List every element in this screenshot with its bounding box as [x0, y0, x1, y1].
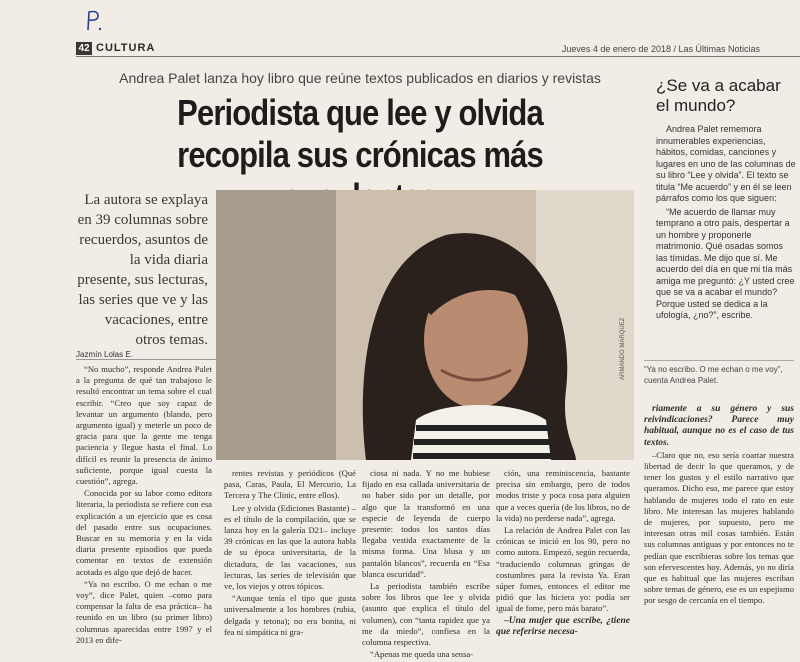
article-paragraph: ción, una reminiscencia, bastante precisa sin embargo, pero de todos modos triste y poca cosa para alguien que a veces quería (de los libros, no de la vida) no perderse nada”, agrega. [496, 468, 630, 523]
deck: La autora se explaya en 39 columnas sobre recuerdos, asuntos de la vida diaria presente, sus lecturas, las series que ve y las vacaciones, entre otros temas. [77, 192, 208, 348]
article-paragraph: La periodista también escribe sobre los libros que lee y olvida (asunto que explica el título del volumen), con “tanta rapidez que ya me da miedo”, confiesa en la columna respectiva. [362, 581, 490, 648]
photo-credit: ARMANDO MARQUEZ [620, 317, 626, 380]
sidebar-title: ¿Se va a acabar el mundo? [656, 76, 781, 115]
article-paragraph: “Ya no escribo. O me echan o me voy”, dice Palet, quien –como para compensar la falta de esa práctica– ha reunido en un libro (su primer libro) columnas aparecidas entre 1997 y el 2013 en dife- [76, 578, 212, 645]
article-paragraph: “Apenas me queda una sensa- [370, 649, 474, 660]
interview-question: riamente a su género y sus reivindicaciones? Parece muy habitual, aunque no es el caso de tus textos. [644, 404, 794, 448]
article-column-1 [76, 364, 212, 647]
sidebar-paragraph: Andrea Palet rememora innumerables experiencias, hábitos, comidas, canciones y lugares en uno de las columnas de su libro “Lee y olvida”. El texto se titula “Me acuerdo” y en él se leen párrafos como los que siguen: [656, 124, 796, 203]
interview-question: –Una mujer que escribe, ¿tiene que referirse necesa- [496, 615, 630, 637]
pull-quote: “Ya no escribo. O me echan o me voy”, cuenta Andrea Palet. [644, 360, 794, 386]
article-paragraph: La relación de Andrea Palet con las crónicas se inició en los 90, pero no como autora. Empezó, según recuerda, “traduciendo columnas gringas de costumbres para la revista Ya. Eran súper fomes, entonces el editor me pidió que las hiciera yo: podía ser igual de fome, pero más barato”. [496, 525, 630, 614]
article-paragraph: ciosa ni nada. Y no me hubiese fijado en esa callada universitaria de no haber sido por un detalle, por algo que la transformó en una especie de leyenda de cuerpo presente: todos los santos días llegaba vestida exactamente de la misma forma. Una blusa y un pantalón blancos”, recuerda en “Esa blanca oscuridad”. [362, 468, 490, 579]
article-paragraph: rentes revistas y periódicos (Qué pasa, Caras, Paula, El Mercurio, La Tercera y The Clinic, entre ellos). [224, 468, 356, 501]
handwritten-p-mark [84, 8, 104, 32]
dateline: Jueves 4 de enero de 2018 / Las Últimas Noticias [561, 44, 760, 54]
page-number: 42 [76, 42, 92, 55]
article-column-5 [644, 404, 794, 608]
article-paragraph: Lee y olvida (Ediciones Bastante) –es el título de la compilación, que se lanza hoy en la galería D21– incluye 39 crónicas en las que la autora habla de su época universitaria, de la dictadura, de las vacaciones, sus lecturas, las series de televisión que ve, los viejos y otros tópicos. [224, 502, 356, 592]
headline: Periodista que lee y olvida recopila sus crónicas más [177, 92, 543, 175]
page-header [76, 42, 800, 57]
article-column-4 [496, 468, 630, 639]
kicker: Andrea Palet lanza hoy libro que reúne textos publicados en diarios y revistas [119, 70, 601, 86]
sidebar-body [656, 124, 796, 324]
section-label: CULTURA [96, 42, 156, 54]
portrait-illustration [216, 190, 634, 460]
article-column-2 [224, 468, 356, 639]
article-column-3 [362, 468, 490, 661]
sidebar-paragraph: “Me acuerdo de llamar muy temprano a otro país, despertar a un hombre y proponerle matrimonio. Qué osadas somos las tímidas. Me dijo que sí. Me acuerdo del día en que mi tía más amiga me preguntó: ¿Y usted cree que se va a acabar el mundo? Porque usted se dedica a la ufología, ¿no?”, escribe. [656, 206, 795, 320]
article-paragraph: “Aunque tenía el tipo que gusta universalmente a los hombres (rubia, delgada y tetona); no era bonita, ni fea ni simpática ni gra- [224, 593, 356, 637]
author-photo [216, 190, 634, 460]
byline: Jazmín Lolas E. [76, 350, 216, 360]
article-paragraph: “No mucho”, responde Andrea Palet a la pregunta de qué tan trabajoso le resultó encontrar un tema sobre el cual escribir. “Creo que soy capaz de levantar un argumento (blando, pero argumento igual) y meterle un poco de gracia para que la gente me tenga paciencia y llegue hasta el final. Lo difícil es reunir la presencia de ánimo suficiente, porque igual cuesta la cuestión”, agrega. [76, 364, 212, 487]
article-paragraph: Conocida por su labor como editora literaria, la periodista se refiere con esa explicación a un ejercicio que es cosa del pasado entre sus ocupaciones. Buscar en su memoria y en la vida diaria presente episodios que pueda comentar en textos de extensión acotada es algo que dejó de hacer. [76, 488, 212, 577]
article-paragraph: –Claro que no, eso sería coartar nuestra libertad de decir lo que queramos, y de tener los gustos y el estilo narrativo que queramos. Dicho eso, me parece que estoy hablando de mujeres todo el rato en este libro. Me interesan las mujeres hablando de mujeres, por supuesto, pero me interesan otras mil cosas también. Están sus columnas antiguas y por entonces no te pedían que escribieras sobre los temas que son efervescentes hoy. Además, yo no diría que es habitual que las mujeres escriban sobre temas de género, ese es un espejismo por sesgo de cercanía en el tiempo. [644, 449, 794, 606]
